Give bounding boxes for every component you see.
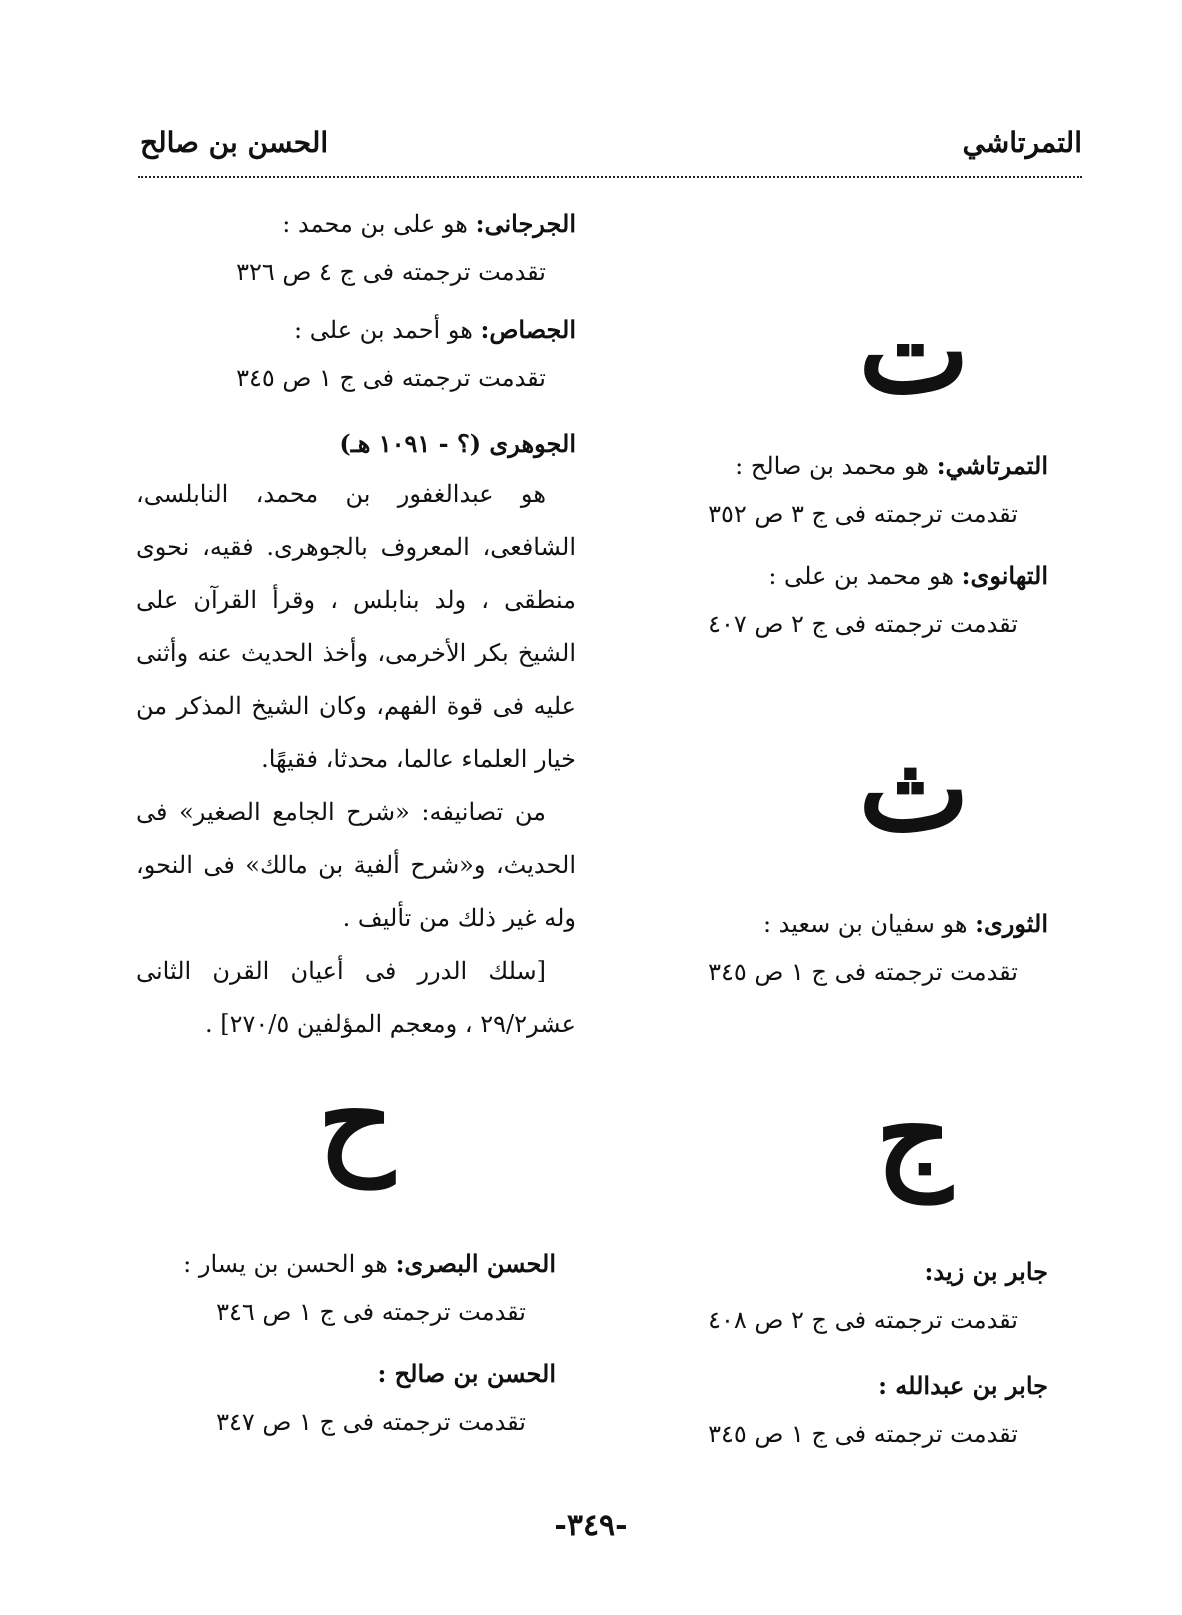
entry-name: الثورى: <box>975 909 1048 938</box>
entry-timurtashi <box>708 442 1048 538</box>
entry-hasan-bin-salih <box>216 1350 556 1446</box>
entry-jurjani <box>236 200 576 296</box>
header-dotted-rule <box>138 176 1082 178</box>
biography-paragraph: هو عبدالغفور بن محمد، النابلسى، الشافعى، المعروف بالجوهرى. فقيه، نحوى منطقى ، ولد بنابلس ، وقرأ القرآن على الشيخ بكر الأخرمى، وأخذ الحديث عنه وأثنى عليه فى قوة الفهم، وكان الشيخ المذكر من خيار العلماء عالما، محدثا، فقيهًا. <box>136 480 576 773</box>
entry-jassas <box>236 306 576 402</box>
entry-tahanawi <box>708 552 1048 648</box>
entry-name: الجوهرى (؟ - ١٠٩١ هـ) <box>339 429 576 458</box>
entry-hasan-basri <box>183 1240 556 1336</box>
entry-name: الجرجانى: <box>475 209 576 238</box>
entry-text: هو سفيان بن سعيد : <box>762 910 976 938</box>
entry-text: هو أحمد بن على : <box>294 316 481 344</box>
entry-jabir-bin-zayd <box>708 1248 1048 1344</box>
entry-ref: تقدمت ترجمته فى ج ٤ ص ٣٢٦ <box>236 258 546 286</box>
entry-ref: تقدمت ترجمته فى ج ١ ص ٣٤٥ <box>708 958 1018 986</box>
entry-name: الحسن بن صالح : <box>377 1359 556 1388</box>
section-letter-ta: ت <box>858 281 970 420</box>
section-letter-tha: ث <box>858 719 970 858</box>
entry-ref: تقدمت ترجمته فى ج ١ ص ٣٤٦ <box>216 1298 526 1326</box>
entry-text: هو الحسن بن يسار : <box>183 1250 396 1278</box>
entry-jawhari-heading <box>339 420 576 468</box>
page-number: -٣٤٩- <box>554 1508 628 1543</box>
entry-ref: تقدمت ترجمته فى ج ٢ ص ٤٠٧ <box>708 610 1018 638</box>
running-header-right: التمرتاشي <box>962 126 1082 159</box>
entry-name: الجصاص: <box>480 315 576 344</box>
entry-name: الحسن البصرى: <box>395 1249 556 1278</box>
entry-name: جابر بن عبدالله : <box>878 1371 1048 1400</box>
entry-name: التهانوى: <box>961 561 1048 590</box>
entry-jabir-bin-abdullah <box>708 1362 1048 1458</box>
works-paragraph: من تصانيفه: «شرح الجامع الصغير» فى الحديث، و«شرح ألفية بن مالك» فى النحو، وله غير ذلك من تأليف . <box>136 798 576 932</box>
entry-jawhari-body <box>136 468 576 1051</box>
sources-paragraph: [سلك الدرر فى أعيان القرن الثانى عشر٢٩/٢ ، ومعجم المؤلفين ٢٧٠/٥] . <box>136 957 576 1038</box>
running-header-left: الحسن بن صالح <box>140 126 329 159</box>
entry-ref: تقدمت ترجمته فى ج ٣ ص ٣٥٢ <box>708 500 1018 528</box>
entry-text: هو محمد بن على : <box>768 562 962 590</box>
entry-name: التمرتاشي: <box>936 451 1048 480</box>
section-letter-jim: ج <box>875 1064 953 1203</box>
entry-name: جابر بن زيد: <box>924 1257 1048 1286</box>
section-letter-ha: ح <box>317 1049 395 1188</box>
entry-ref: تقدمت ترجمته فى ج ١ ص ٣٤٥ <box>236 364 546 392</box>
entry-text: هو على بن محمد : <box>282 210 476 238</box>
entry-text: هو محمد بن صالح : <box>735 452 937 480</box>
entry-ref: تقدمت ترجمته فى ج ٢ ص ٤٠٨ <box>708 1306 1018 1334</box>
entry-ref: تقدمت ترجمته فى ج ١ ص ٣٤٧ <box>216 1408 526 1436</box>
entry-ref: تقدمت ترجمته فى ج ١ ص ٣٤٥ <box>708 1420 1018 1448</box>
entry-thawri <box>708 900 1048 996</box>
